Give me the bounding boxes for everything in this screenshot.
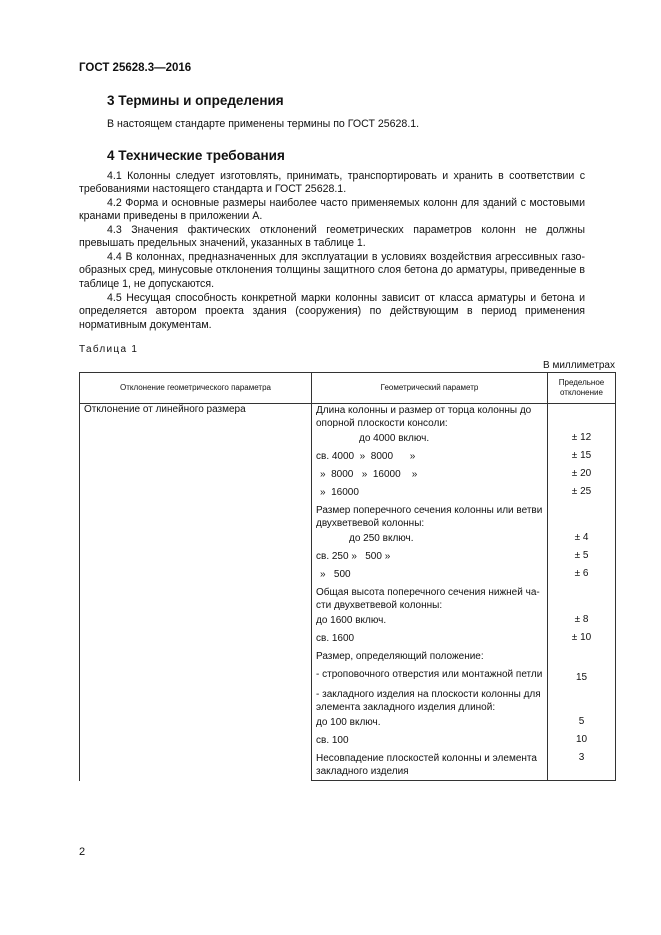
parameter-cell: до 4000 включ.	[312, 432, 548, 450]
header-deviation: Отклонение геометрического параметра	[80, 373, 312, 404]
parameter-cell: Размер, определяющий положение:	[312, 650, 548, 668]
page-number: 2	[79, 846, 86, 858]
parameter-cell: Длина колонны и размер от торца колонны до опорной плоскости консоли:	[312, 404, 548, 433]
table-units: В миллиметрах	[543, 360, 615, 371]
limit-cell: ± 20	[548, 468, 616, 486]
section-3-text	[79, 118, 585, 131]
limit-cell: ± 5	[548, 550, 616, 568]
limit-cell: ± 6	[548, 568, 616, 586]
parameter-cell: до 1600 включ.	[312, 614, 548, 632]
tolerance-table	[79, 372, 616, 781]
parameter-cell: Размер поперечного сечения колонны или ветви двухветвевой колонны:	[312, 504, 548, 532]
table-header-row	[80, 373, 616, 404]
limit-cell: ± 4	[548, 532, 616, 550]
header-limit: Предельное отклонение	[548, 373, 616, 404]
paragraph-4-5-text: 4.5 Несущая способность конкретной марки колонны зависит от класса арматуры и бетона и определяется автором проекта здания (сооружения) по действующим в период применения нормативным документам.	[79, 292, 585, 331]
table-row	[80, 404, 616, 433]
limit-cell	[548, 650, 616, 668]
deviation-type-cell: Отклонение от линейного размера	[80, 404, 312, 781]
parameter-cell: - строповочного отверстия или монтажной петли	[312, 668, 548, 688]
parameter-cell: Несовпадение плоскостей колонны и элемента закладного изделия	[312, 752, 548, 781]
paragraph-4-5	[79, 292, 585, 332]
paragraph-4-1	[79, 170, 585, 197]
limit-cell	[548, 688, 616, 716]
limit-cell	[548, 504, 616, 532]
header-parameter: Геометрический параметр	[312, 373, 548, 404]
paragraph-4-4	[79, 251, 585, 291]
paragraph-4-2	[79, 197, 585, 224]
limit-cell	[548, 586, 616, 614]
limit-cell: 15	[548, 668, 616, 688]
parameter-cell: св. 100	[312, 734, 548, 752]
paragraph-4-2-text: 4.2 Форма и основные размеры наиболее часто применяемых колонн для зданий с мостовыми кранами приведены в приложении А.	[79, 197, 585, 223]
limit-cell: 3	[548, 752, 616, 781]
parameter-cell: св. 1600	[312, 632, 548, 650]
limit-cell: 10	[548, 734, 616, 752]
parameter-cell: » 500	[312, 568, 548, 586]
section-3-heading: 3 Термины и определения	[107, 93, 284, 108]
parameter-cell: » 8000 » 16000 »	[312, 468, 548, 486]
parameter-cell: » 16000	[312, 486, 548, 504]
parameter-cell: св. 4000 » 8000 »	[312, 450, 548, 468]
limit-cell: ± 12	[548, 432, 616, 450]
paragraph-4-4-text: 4.4 В колоннах, предназначенных для эксплуатации в условиях воздействия агрессивных газообразных сред, минусовые отклонения толщины защитного слоя бетона до арматуры, приведенные в таблице 1, не допускаются.	[79, 251, 585, 290]
table-caption: Таблица 1	[79, 344, 139, 355]
parameter-cell: св. 250 » 500 »	[312, 550, 548, 568]
limit-cell: 5	[548, 716, 616, 734]
paragraph-4-3	[79, 224, 585, 251]
paragraph-4-1-text: 4.1 Колонны следует изготовлять, принимать, транспортировать и хранить в соответствии с требованиями настоящего стандарта и ГОСТ 25628.1.	[79, 170, 585, 196]
limit-cell: ± 25	[548, 486, 616, 504]
section-3-text-content: В настоящем стандарте применены термины по ГОСТ 25628.1.	[107, 118, 420, 130]
limit-cell	[548, 404, 616, 433]
section-4-heading: 4 Технические требования	[107, 148, 285, 163]
parameter-cell: - закладного изделия на плоскости колонны для элемента закладного изделия длиной:	[312, 688, 548, 716]
parameter-cell: Общая высота поперечного сечения нижней части двухветвевой колонны:	[312, 586, 548, 614]
limit-cell: ± 15	[548, 450, 616, 468]
parameter-cell: до 250 включ.	[312, 532, 548, 550]
parameter-cell: до 100 включ.	[312, 716, 548, 734]
paragraph-4-3-text: 4.3 Значения фактических отклонений геометрических параметров колонн не должны превышать предельных значений, указанных в таблице 1.	[79, 224, 585, 250]
limit-cell: ± 8	[548, 614, 616, 632]
document-header: ГОСТ 25628.3—2016	[79, 62, 192, 74]
limit-cell: ± 10	[548, 632, 616, 650]
